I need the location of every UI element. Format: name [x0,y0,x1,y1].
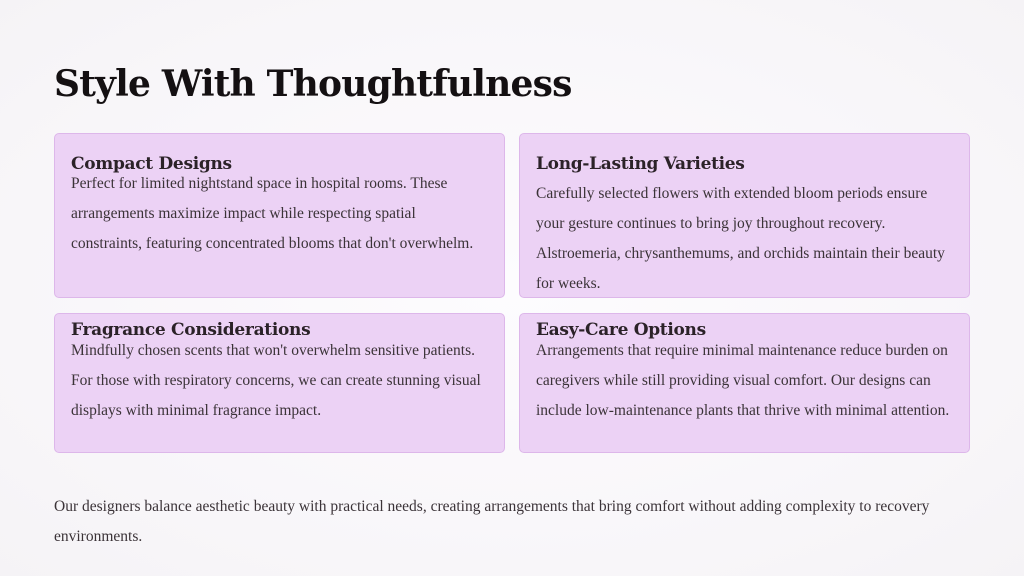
card-heading: Fragrance Considerations [71,320,311,340]
card-description: Arrangements that require minimal maintenance reduce burden on caregivers while still providing visual comfort. Our designs can include low-maintenance plants that thrive with minimal attention. [536,342,950,419]
card-long-lasting-varieties [519,133,970,298]
card-description: Mindfully chosen scents that won't overwhelm sensitive patients. For those with respiratory concerns, we can create stunning visual displays with minimal fragrance impact. [71,342,481,419]
card-heading: Long-Lasting Varieties [536,154,745,174]
card-compact-designs [54,133,505,298]
footer-paragraph: Our designers balance aesthetic beauty with practical needs, creating arrangements that bring comfort without adding complexity to recovery environments. [54,498,930,545]
card-description: Carefully selected flowers with extended bloom periods ensure your gesture continues to bring joy throughout recovery. Alstroemeria, chrysanthemums, and orchids maintain their beauty for weeks. [536,185,945,292]
card-description: Perfect for limited nightstand space in hospital rooms. These arrangements maximize impact while respecting spatial constraints, featuring concentrated blooms that don't overwhelm. [71,175,474,252]
card-heading: Compact Designs [71,154,232,174]
page-title: Style With Thoughtfulness [54,63,572,105]
card-heading: Easy-Care Options [536,320,706,340]
card-fragrance-considerations [54,313,505,453]
card-easy-care-options [519,313,970,453]
